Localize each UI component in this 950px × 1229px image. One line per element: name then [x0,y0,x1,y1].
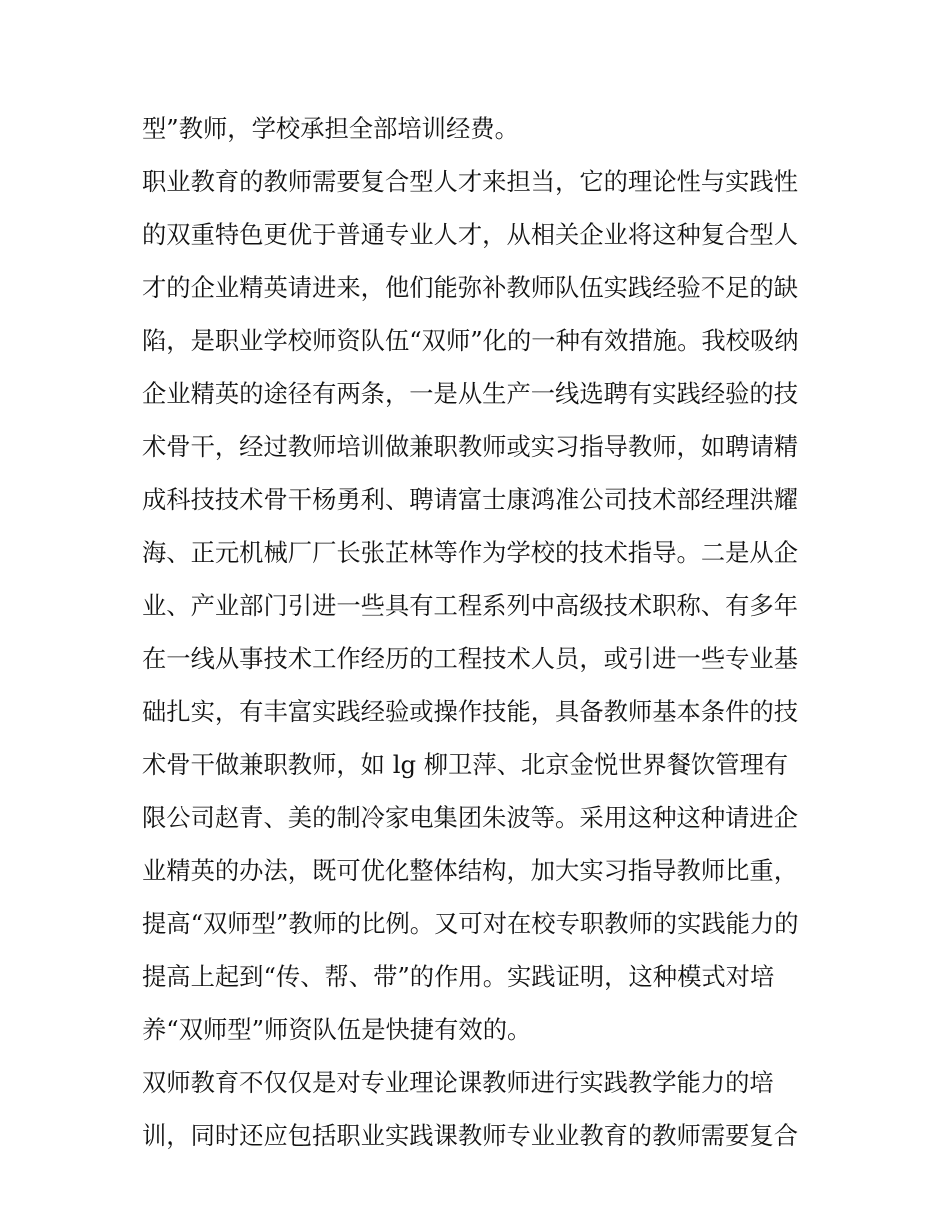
text-line: 型”教师，学校承担全部培训经费。 [142,114,519,143]
text-line: 职业教育的教师需要复合型人才来担当，它的理论性与实践性 [142,167,799,196]
text-line: 业、产业部门引进一些具有工程系列中高级技术职称、有多年 [142,591,799,620]
text-line: 术骨干，经过教师培训做兼职教师或实习指导教师，如聘请精 [142,432,799,461]
text-line: 成科技技术骨干杨勇利、聘请富士康鸿准公司技术部经理洪耀 [142,485,799,514]
text-line: 企业精英的途径有两条，一是从生产一线选聘有实践经验的技 [142,379,799,408]
text-line: 才的企业精英请进来，他们能弥补教师队伍实践经验不足的缺 [142,273,799,302]
text-line: 双师教育不仅仅是对专业理论课教师进行实践教学能力的培 [142,1068,774,1097]
text-line: 提高“双师型”教师的比例。又可对在校专职教师的实践能力的 [142,909,799,938]
text-line: 提高上起到“传、帮、带”的作用。实践证明，这种模式对培 [142,962,775,991]
text-line: 术骨干做兼职教师，如 lg 柳卫萍、北京金悦世界餐饮管理有 [142,750,789,779]
text-line: 养“双师型”师资队伍是快捷有效的。 [142,1015,532,1044]
text-line: 础扎实，有丰富实践经验或操作技能，具备教师基本条件的技 [142,697,799,726]
text-line: 的双重特色更优于普通专业人才，从相关企业将这种复合型人 [142,220,799,249]
text-line: 限公司赵青、美的制冷家电集团朱波等。采用这种这种请进企 [142,803,799,832]
text-line: 陷，是职业学校师资队伍“双师”化的一种有效措施。我校吸纳 [142,326,799,355]
text-line: 海、正元机械厂厂长张芷林等作为学校的技术指导。二是从企 [142,538,799,567]
text-line: 训，同时还应包括职业实践课教师专业业教育的教师需要复合 [142,1121,799,1150]
text-line: 在一线从事技术工作经历的工程技术人员，或引进一些专业基 [142,644,799,673]
text-line: 业精英的办法，既可优化整体结构，加大实习指导教师比重， [142,856,799,885]
